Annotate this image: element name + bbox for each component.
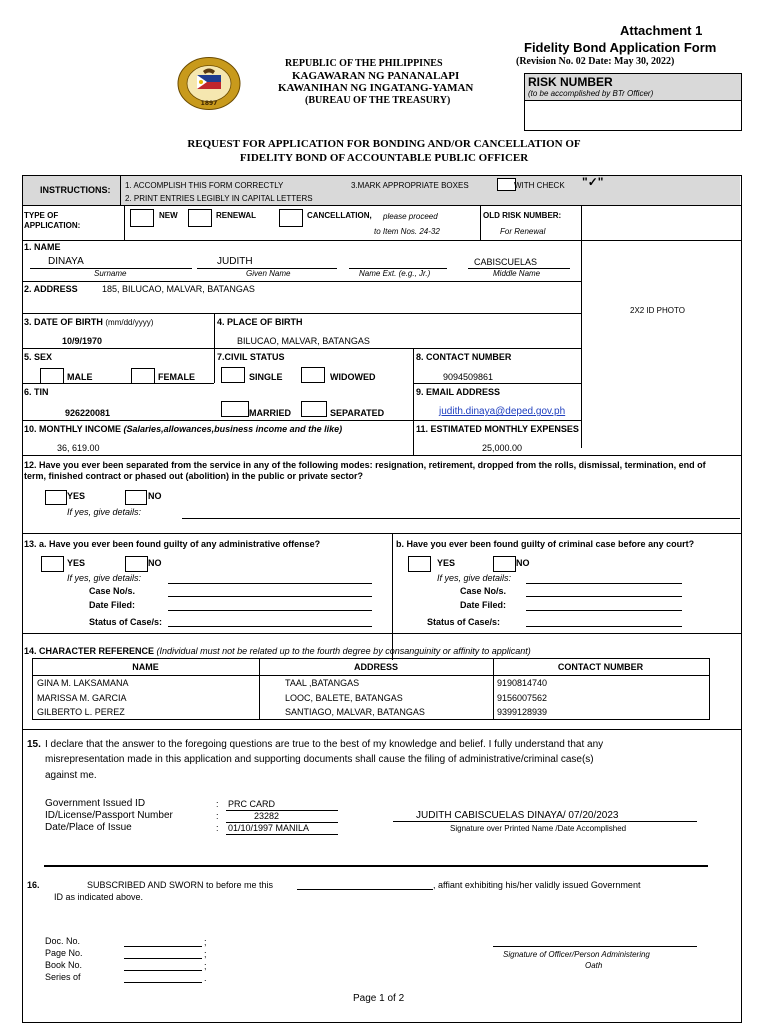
table-row: MARISSA M. GARCIA [37,693,127,703]
email-value[interactable]: judith.dinaya@deped.gov.ph [439,406,566,417]
form-main-title-2: FIDELITY BOND OF ACCOUNTABLE PUBLIC OFFICER [239,152,529,164]
q14-label: 14. CHARACTER REFERENCE (Individual must not be related up to the fourth degree by consanguinity or affinity to applicant) [24,646,531,656]
given-name-value[interactable]: JUDITH [217,256,253,267]
q13b-case-line[interactable] [526,596,682,597]
series-label: Series of [45,972,81,982]
bureau-en-label: (BUREAU OF THE TREASURY) [305,95,451,106]
q13b-text: b. Have you ever been found guilty of criminal case before any court? [396,539,695,549]
q15-line-2: misrepresentation made in this application and supporting documents shall cause the filing of administrative/criminal case(s) [45,754,594,765]
given-caption: Given Name [246,269,291,278]
q13a-filed-line[interactable] [168,610,372,611]
contact-value[interactable]: 9094509861 [443,372,494,382]
separated-checkbox[interactable] [301,401,327,417]
surname-caption: Surname [94,269,127,278]
pob-label: 4. PLACE OF BIRTH [217,317,303,327]
q13a-yes-checkbox[interactable] [41,556,64,572]
q13a-no-label: NO [148,558,162,568]
widowed-checkbox[interactable] [301,367,325,383]
table-row: GINA M. LAKSAMANA [37,678,129,688]
q13b-case-label: Case No/s. [460,586,507,596]
income-value[interactable]: 36, 619.00 [57,443,100,453]
civil-status-label: 7.CIVIL STATUS [217,352,285,362]
table-row: LOOC, BALETE, BATANGAS [285,693,403,703]
dept-label: KAGAWARAN NG PANANALAPI [292,70,460,82]
single-checkbox[interactable] [221,367,245,383]
new-checkbox[interactable] [130,209,154,227]
signature-caption: Signature over Printed Name /Date Accomplished [450,824,627,833]
q13b-yes-label: YES [437,558,456,568]
tin-label: 6. TIN [24,387,49,397]
photo-placeholder: 2X2 ID PHOTO [630,306,685,315]
male-label: MALE [67,372,93,382]
table-row: TAAL ,BATANGAS [285,678,360,688]
male-checkbox[interactable] [40,368,64,384]
female-checkbox[interactable] [131,368,155,384]
risk-number-box [524,73,742,131]
q13b-no-checkbox[interactable] [493,556,516,572]
ref-header-address: ADDRESS [353,662,398,672]
page-no-label: Page No. [45,948,83,958]
email-label: 9. EMAIL ADDRESS [416,387,501,397]
cancellation-checkbox[interactable] [279,209,303,227]
q13a-no-checkbox[interactable] [125,556,148,572]
widowed-label: WIDOWED [330,372,376,382]
q12-no-checkbox[interactable] [125,490,147,505]
separated-label: SEPARATED [330,408,385,418]
treasury-seal [177,57,241,110]
dob-label: 3. DATE OF BIRTH (mm/dd/yyyy) [24,317,154,327]
instruction-1: 1. ACCOMPLISH THIS FORM CORRECTLY [125,181,284,190]
date-place-label: Date/Place of Issue [45,822,132,833]
instruction-3: 3.MARK APPROPRIATE BOXES [351,181,469,190]
contact-label: 8. CONTACT NUMBER [416,352,512,362]
q13a-case-line[interactable] [168,596,372,597]
old-risk-label: OLD RISK NUMBER: [483,211,562,220]
bureau-fil-label: KAWANIHAN NG INGATANG-YAMAN [278,82,474,94]
ref-header-contact: CONTACT NUMBER [557,662,644,672]
q12-details-line[interactable] [182,518,740,519]
tin-value[interactable]: 926220081 [65,408,111,418]
cancellation-note-2: to Item Nos. 24-32 [374,227,440,236]
id-number-value[interactable]: 23282 [254,811,280,821]
gov-id-value[interactable]: PRC CARD [228,799,276,809]
q12-yes-checkbox[interactable] [45,490,67,505]
name-label: 1. NAME [24,242,61,252]
risk-number-note: (to be accomplished by BTr Officer) [528,89,654,98]
q13b-yes-checkbox[interactable] [408,556,431,572]
address-value[interactable]: 185, BILUCAO, MALVAR, BATANGAS [102,284,255,294]
female-label: FEMALE [158,372,195,382]
renewal-checkbox[interactable] [188,209,212,227]
sex-label: 5. SEX [24,352,53,362]
married-checkbox[interactable] [221,401,249,417]
q13a-yes-label: YES [67,558,86,568]
ext-caption: Name Ext. (e.g., Jr.) [359,269,431,278]
ref-header-name: NAME [132,662,159,672]
book-no-line[interactable] [124,970,202,971]
q15-number: 15. [27,739,41,750]
surname-value[interactable]: DINAYA [48,256,84,267]
doc-no-label: Doc. No. [45,936,81,946]
cancellation-note: please proceed [383,212,438,221]
series-line[interactable] [124,982,202,983]
q12-details-label: If yes, give details: [67,507,142,517]
cancellation-label: CANCELLATION, [307,211,372,220]
q16-line-1b: , affiant exhibiting his/her validly issued Government [433,880,641,890]
expenses-value[interactable]: 25,000.00 [482,443,523,453]
colon-2: : [216,811,219,821]
q13b-no-label: NO [516,558,530,568]
semicolon-2: ; [204,949,207,959]
q16-number: 16. [27,880,40,890]
form-title: Fidelity Bond Application Form [524,40,717,55]
q13b-details-label: If yes, give details: [437,573,512,583]
oath-caption: Oath [585,961,603,970]
q13b-filed-label: Date Filed: [460,600,507,610]
middle-caption: Middle Name [493,269,541,278]
semicolon-3: ; [204,961,207,971]
table-row: 9156007562 [497,693,548,703]
page-no-line[interactable] [124,958,202,959]
q13a-filed-label: Date Filed: [89,600,136,610]
officer-signature-caption: Signature of Officer/Person Administering [503,950,650,959]
book-no-label: Book No. [45,960,83,970]
q13a-status-line[interactable] [168,626,372,627]
instructions-label: INSTRUCTIONS: [40,185,111,195]
income-label: 10. MONTHLY INCOME (Salaries,allowances,business income and the like) [24,424,343,434]
q15-line-1: I declare that the answer to the foregoing questions are true to the best of my knowledge and belief. I fully understand that any [45,739,604,750]
signature-value[interactable]: JUDITH CABISCUELAS DINAYA/ 07/20/2023 [416,810,619,821]
married-label: MARRIED [249,408,291,418]
svg-text:1897: 1897 [200,100,218,107]
republic-label: REPUBLIC OF THE PHILIPPINES [285,58,443,69]
series-period: . [204,973,207,983]
doc-no-line[interactable] [124,946,202,947]
q13a-text: 13. a. Have you ever been found guilty of any administrative offense? [24,539,321,549]
semicolon-1: ; [204,937,207,947]
q13a-case-label: Case No/s. [89,586,136,596]
colon-3: : [216,823,219,833]
instruction-2: 2. PRINT ENTRIES LEGIBLY IN CAPITAL LETTERS [125,194,313,203]
gov-id-label: Government Issued ID [45,798,146,809]
address-label: 2. ADDRESS [24,284,78,294]
instruction-3b: WITH CHECK [514,181,565,190]
q13a-details-label: If yes, give details: [67,573,142,583]
renewal-label: RENEWAL [216,211,256,220]
q12-text: 12. Have you ever been separated from the service in any of the following modes: resignation, retirement, dropped from the rolls, dismissal, termination, end of term, finished contract or phased out (abolition) in the public or private sector? [24,460,706,481]
date-place-value[interactable]: 01/10/1997 MANILA [228,823,310,833]
q16-line-1a: SUBSCRIBED AND SWORN to before me this [87,880,274,890]
q15-line-3: against me. [45,770,97,781]
table-row: SANTIAGO, MALVAR, BATANGAS [285,707,425,717]
table-row: GILBERTO L. PEREZ [37,707,125,717]
new-label: NEW [159,211,178,220]
risk-number-label: RISK NUMBER [528,75,613,89]
q13b-status-line[interactable] [526,626,682,627]
table-row: 9399128939 [497,707,548,717]
q12-yes-label: YES [67,491,86,501]
colon-1: : [216,799,219,809]
single-label: SINGLE [249,372,283,382]
expenses-label: 11. ESTIMATED MONTHLY EXPENSES [416,424,579,434]
dob-value[interactable]: 10/9/1970 [62,336,103,346]
q13a-status-label: Status of Case/s: [89,617,163,627]
form-main-title-1: REQUEST FOR APPLICATION FOR BONDING AND/OR CANCELLATION OF [187,138,581,150]
pob-value[interactable]: BILUCAO, MALVAR, BATANGAS [237,336,370,346]
attachment-label: Attachment 1 [620,23,703,38]
type-app-label: TYPE OF APPLICATION: [24,211,81,230]
id-number-label: ID/License/Passport Number [45,810,173,821]
table-row: 9190814740 [497,678,548,688]
revision-label: (Revision No. 02 Date: May 30, 2022) [516,56,675,67]
q13b-status-label: Status of Case/s: [427,617,501,627]
check-mark-sample: "✓" [582,175,604,189]
old-risk-value: For Renewal [500,227,546,236]
q16-line-2: ID as indicated above. [54,892,144,902]
middle-name-value[interactable]: CABISCUELAS [474,257,538,267]
q13b-filed-line[interactable] [526,610,682,611]
page-number: Page 1 of 2 [353,993,405,1004]
q12-no-label: NO [148,491,162,501]
